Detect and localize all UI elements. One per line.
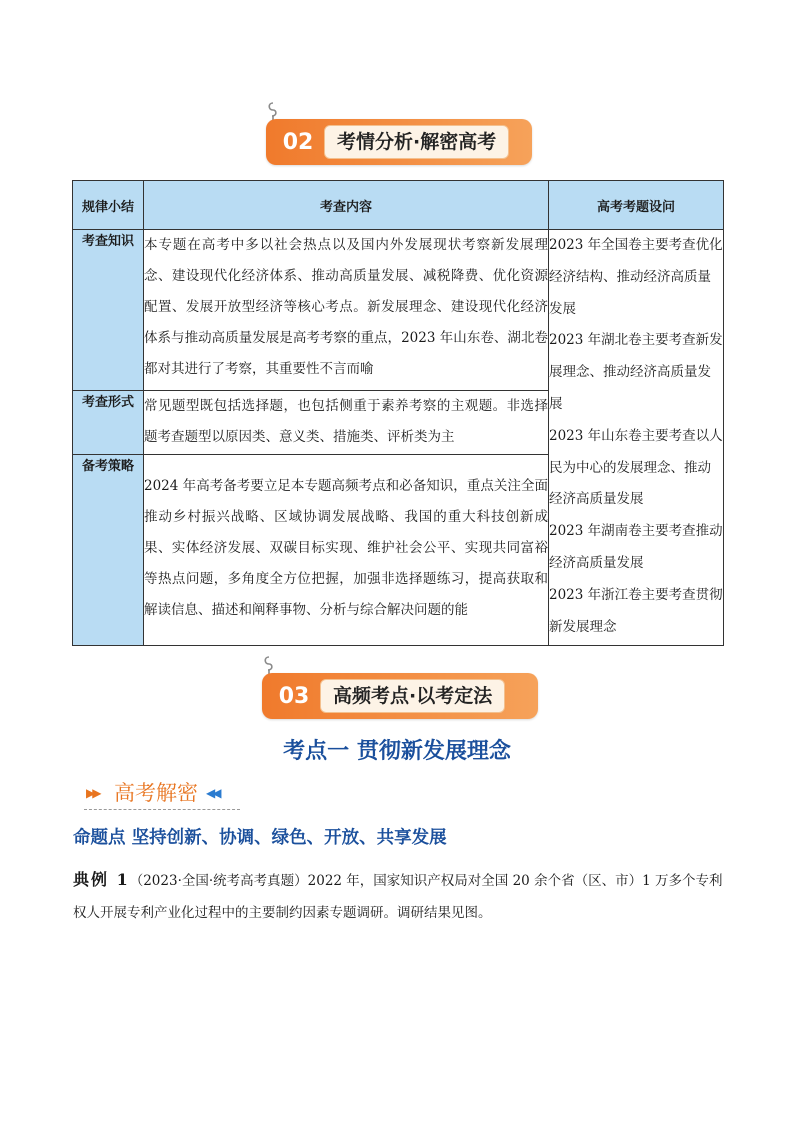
banner-label: 高频考点·以考定法 — [320, 679, 505, 713]
exam-questions-cell — [549, 230, 724, 646]
exam-question-item: 2023 年全国卷主要考查优化经济结构、推动经济高质量发展 — [549, 237, 723, 317]
gaokao-jiemi-heading — [84, 778, 240, 810]
banner-number: 02 — [282, 130, 314, 155]
row-content-strategy: 2024 年高考备考要立足本专题高频考点和必备知识，重点关注全面推动乡村振兴战略、区域协调发展战略、我国的重大科技创新成果、实体经济发展、双碳目标实现、维护社会公平、实现共同富裕等热点问题，多角度全方位把握，加强非选择题练习，提高获取和解读信息、描述和阐释事物、分析与综合解决问题的能 — [144, 455, 549, 646]
row-head-form: 考查形式 — [73, 391, 144, 455]
row-content-knowledge: 本专题在高考中多以社会热点以及国内外发展现状考察新发展理念、建设现代化经济体系、推动高质量发展、减税降费、优化资源配置、发展开放型经济等核心考点。新发展理念、建设现代化经济体系与推动高质量发展是高考考察的重点，2023 年山东卷、湖北卷都对其进行了考察，其重要性不言而喻 — [144, 230, 549, 391]
header-cell-questions: 高考考题设问 — [549, 181, 724, 230]
row-head-knowledge: 考查知识 — [73, 230, 144, 391]
kaodian-title: 考点一 贯彻新发展理念 — [283, 739, 511, 764]
example-text: （2023·全国·统考高考真题）2022 年，国家知识产权局对全国 20 余个省（区、市）1 万多个专利权人开展专利产业化过程中的主要制约因素专题调研。调研结果见图。 — [73, 873, 723, 921]
mingtidian-heading: 命题点 坚持创新、协调、绿色、开放、共享发展 — [73, 828, 447, 848]
row-content-form: 常见题型既包括选择题，也包括侧重于素养考察的主观题。非选择题考查题型以原因类、意义类、措施类、评析类为主 — [144, 391, 549, 455]
exam-question-item: 2023 年湖南卷主要考查推动经济高质量发展 — [549, 523, 723, 571]
table-header-row — [73, 181, 724, 230]
header-cell-summary: 规律小结 — [73, 181, 144, 230]
exam-question-item: 2023 年山东卷主要考查以人民为中心的发展理念、推动经济高质量发展 — [549, 427, 723, 508]
exam-question-item: 2023 年湖北卷主要考查新发展理念、推动经济高质量发展 — [549, 332, 723, 412]
table-row — [73, 230, 724, 391]
dashed-underline — [84, 809, 240, 810]
double-arrow-left-icon: ◀◀ — [206, 786, 219, 800]
double-arrow-right-icon: ▶▶ — [86, 786, 99, 800]
gaokao-jiemi-text: 高考解密 — [114, 781, 198, 805]
section-banner-02 — [266, 119, 532, 165]
exam-question-item: 2023 年浙江卷主要考查贯彻新发展理念 — [549, 586, 723, 635]
analysis-table — [72, 180, 724, 646]
banner-label: 考情分析·解密高考 — [324, 125, 509, 159]
example-tag: 典例 1 — [73, 870, 130, 889]
section-banner-03 — [262, 673, 538, 719]
header-cell-content: 考查内容 — [144, 181, 549, 230]
banner-number: 03 — [278, 684, 310, 709]
row-head-strategy: 备考策略 — [73, 455, 144, 646]
example-paragraph — [73, 864, 723, 929]
